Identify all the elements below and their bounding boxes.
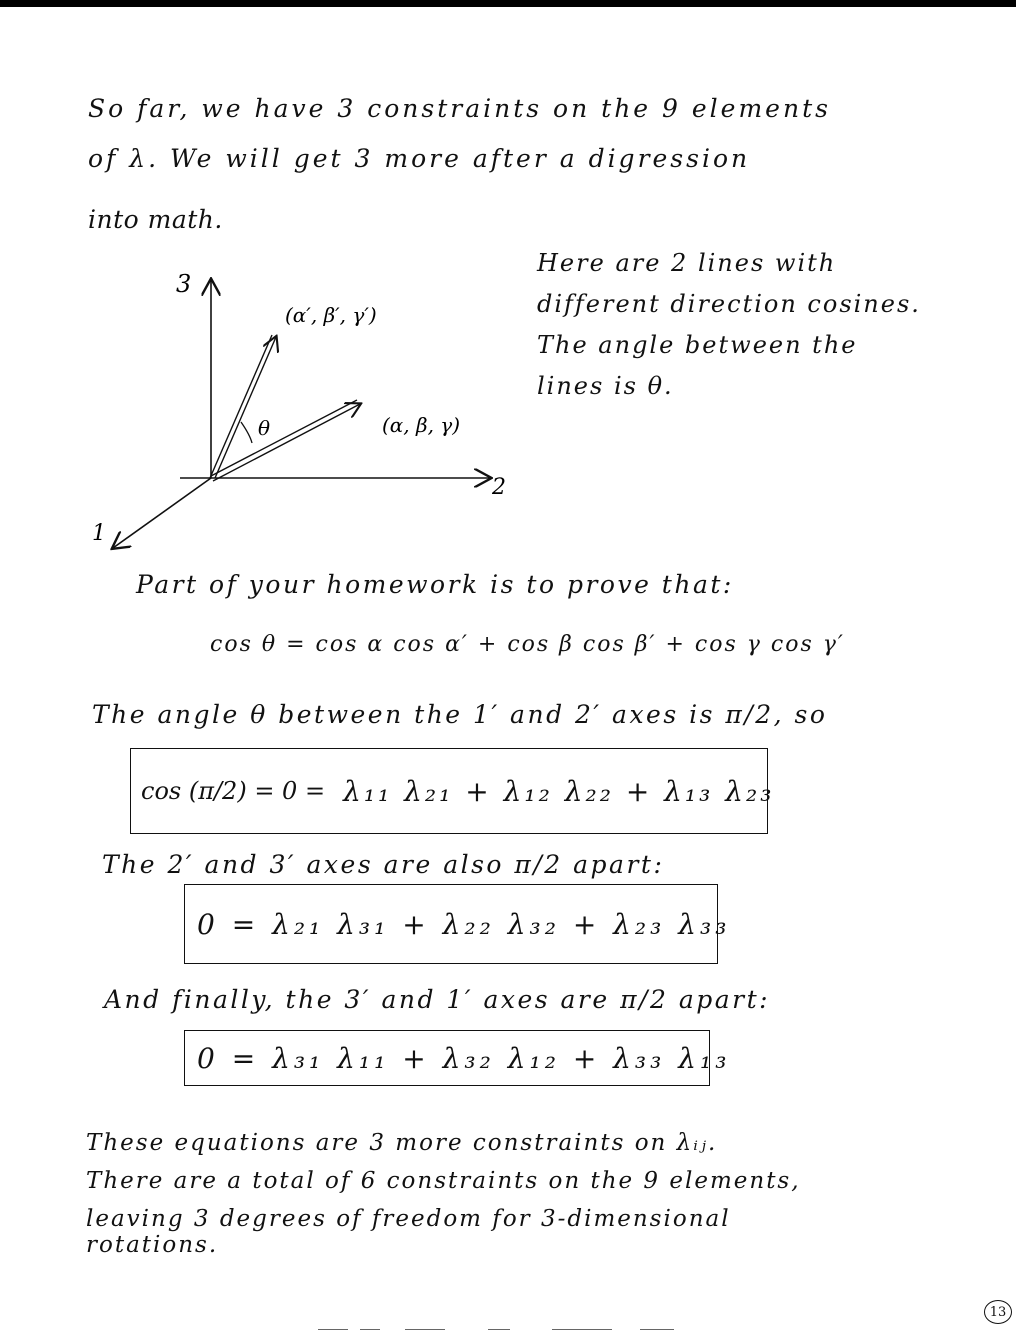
axis-1 <box>113 478 211 548</box>
line-label: (α, β, γ) <box>382 413 461 437</box>
scan-artifact <box>488 1329 510 1330</box>
line-primed <box>210 335 272 478</box>
homework-text: Part of your homework is to prove that: <box>136 570 734 599</box>
scan-top-border <box>0 0 1016 7</box>
axis-1-label: 1 <box>92 521 106 546</box>
section2-text: The 2′ and 3′ axes are also π/2 apart: <box>102 850 665 879</box>
conclusion-line: leaving 3 degrees of freedom for 3-dimensional <box>86 1206 731 1232</box>
conclusion-line: rotations. <box>86 1232 219 1258</box>
scan-artifact <box>640 1329 674 1330</box>
intro-line-3: into math. <box>88 205 223 234</box>
conclusion-line: These equations are 3 more constraints on λᵢⱼ. <box>86 1130 718 1156</box>
scan-artifact <box>552 1329 612 1330</box>
equation-1-lhs: cos (π/2) = 0 = <box>141 777 326 805</box>
scan-artifact <box>405 1329 445 1330</box>
section1-text: The angle θ between the 1′ and 2′ axes is π/2, so <box>92 700 828 729</box>
homework-formula: cos θ = cos α cos α′ + cos β cos β′ + cos γ cos γ′ <box>210 632 845 657</box>
equation-box-2 <box>184 884 731 964</box>
equation-box-3 <box>184 1030 731 1086</box>
axis-3-label: 3 <box>176 270 192 298</box>
conclusion-paragraph <box>86 1124 801 1264</box>
caption-line: The angle between the <box>537 331 858 359</box>
equation-1-rhs: λ₁₁ λ₂₁ + λ₁₂ λ₂₂ + λ₁₃ λ₂₃ <box>343 774 775 808</box>
caption-line: Here are 2 lines with <box>537 249 837 277</box>
scan-artifact <box>360 1329 380 1330</box>
intro-line-1: So far, we have 3 constraints on the 9 elements <box>88 94 831 123</box>
intro-line-2: of λ. We will get 3 more after a digression <box>88 144 751 173</box>
equation-box-1 <box>130 748 775 834</box>
line-primed-label: (α′, β′, γ′) <box>285 303 377 327</box>
angle-label: θ <box>258 416 271 440</box>
figure-caption <box>537 243 921 407</box>
page-number: 13 <box>984 1300 1012 1324</box>
conclusion-line: There are a total of 6 constraints on the 9 elements, <box>86 1168 801 1194</box>
angle-arc <box>241 422 252 443</box>
axis-2-label: 2 <box>492 475 506 500</box>
section3-text: And finally, the 3′ and 1′ axes are π/2 apart: <box>104 985 771 1014</box>
scan-artifact <box>318 1329 348 1330</box>
direction-cosine-diagram <box>80 260 600 560</box>
caption-line: different direction cosines. <box>537 290 921 318</box>
equation-2: 0 = λ₂₁ λ₃₁ + λ₂₂ λ₃₂ + λ₂₃ λ₃₃ <box>197 907 731 941</box>
equation-3: 0 = λ₃₁ λ₁₁ + λ₃₂ λ₁₂ + λ₃₃ λ₁₃ <box>197 1041 731 1075</box>
caption-line: lines is θ. <box>537 372 674 400</box>
